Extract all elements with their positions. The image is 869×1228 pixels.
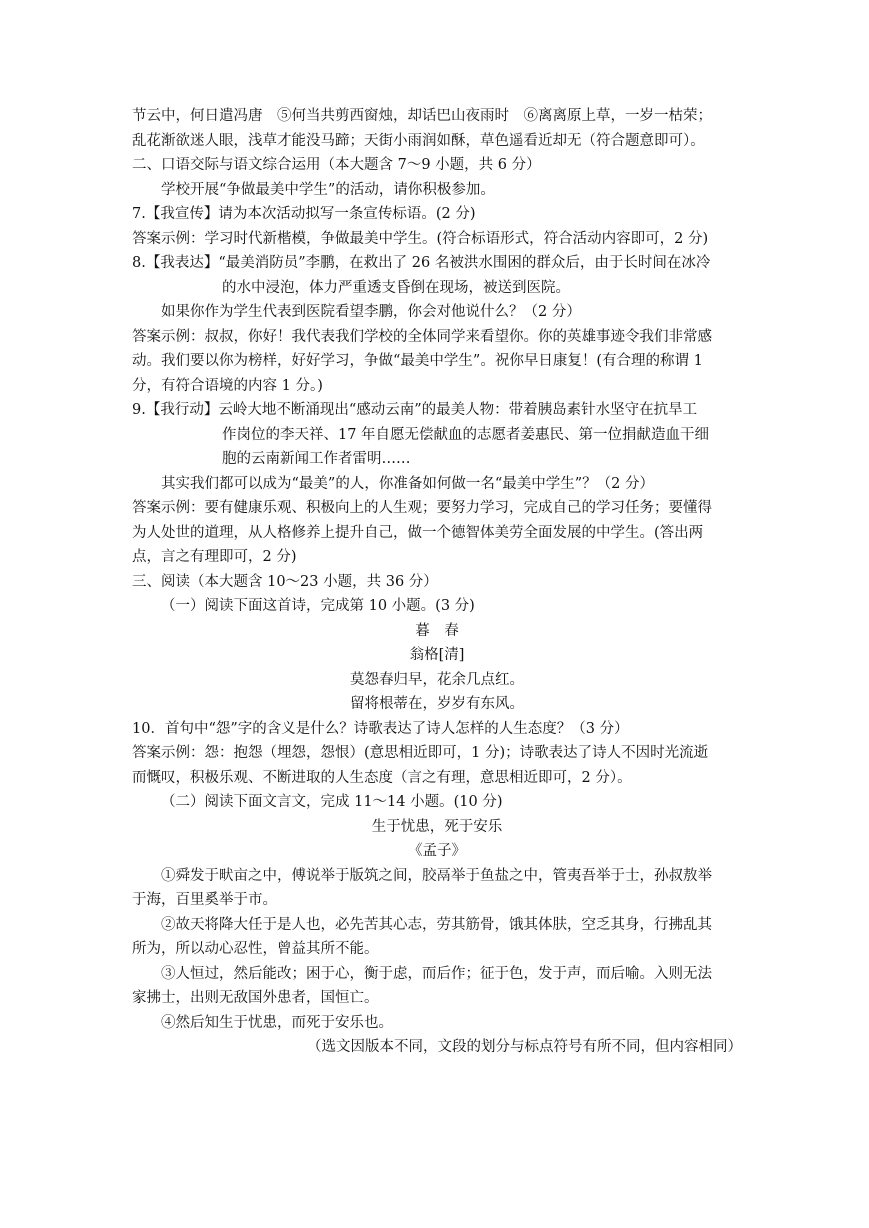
poem-author: 翁格[清] — [409, 647, 465, 663]
essay-paragraph: ①舜发于畎亩之中，傅说举于版筑之间，胶鬲举于鱼盐之中，管夷吾举于士，孙叔敖举 — [161, 867, 712, 884]
text-line: 学校开展“争做最美中学生”的活动，请你积极参加。 — [161, 181, 495, 198]
question-8-prompt: 如果你作为学生代表到医院看望李鹏，你会对他说什么？（2 分） — [161, 304, 581, 320]
section-heading: 三、阅读（本大题含 10～23 小题，共 36 分） — [132, 573, 438, 590]
essay-source: 《孟子》 — [408, 843, 466, 859]
subsection-heading: （一）阅读下面这首诗，完成第 10 小题。(3 分) — [161, 598, 475, 614]
essay-title: 生于忧患，死于安乐 — [371, 818, 503, 835]
document-body — [132, 104, 742, 1060]
answer-9: 答案示例：要有健康乐观、积极向上的人生观；要努力学习，完成自己的学习任务；要懂得 — [132, 500, 712, 516]
answer-8-continued: 分，有符合语境的内容 1 分。) — [132, 377, 323, 394]
question-10: 10．首句中“怨”字的含义是什么？诗歌表达了诗人怎样的人生态度？（3 分） — [132, 720, 629, 737]
subsection-heading: （二）阅读下面文言文，完成 11～14 小题。(10 分) — [161, 794, 503, 810]
text-line: 节云中，何日遣冯唐 ⑤何当共剪西窗烛，却话巴山夜雨时 ⑥离离原上草，一岁一枯荣； — [132, 108, 712, 124]
question-9-continued: 胞的云南新闻工作者雷明…… — [222, 451, 411, 467]
question-9: 9.【我行动】云岭大地不断涌现出“感动云南”的最美人物：带着胰岛素针水坚守在抗旱工 — [132, 402, 698, 418]
question-9-continued: 作岗位的李天祥、17 年自愿无偿献血的志愿者姜惠民、第一位捐献造血干细 — [222, 426, 710, 443]
poem-title: 暮 春 — [415, 622, 459, 639]
essay-paragraph-continued: 于海，百里奚举于市。 — [132, 892, 277, 908]
answer-10: 答案示例：怨：抱怨（埋怨，怨恨）(意思相近即可，1 分)；诗歌表达了诗人不因时光流逝 — [132, 745, 709, 761]
essay-paragraph: ③人恒过，然后能改；困于心，衡于虑，而后作；征于色，发于声，而后喻。入则无法 — [161, 965, 712, 982]
essay-paragraph-continued: 所为，所以动心忍性，曾益其所不能。 — [132, 941, 379, 957]
question-8: 8.【我表达】“最美消防员”李鹏，在救出了 26 名被洪水围困的群众后，由于长时间在冰冷 — [132, 255, 711, 271]
question-8-continued: 的水中浸泡，体力严重透支昏倒在现场，被送到医院。 — [222, 279, 570, 296]
essay-paragraph: ④然后知生于忧患，而死于安乐也。 — [161, 1014, 393, 1031]
section-heading: 二、口语交际与语文综合运用（本大题含 7～9 小题，共 6 分） — [132, 157, 541, 173]
question-7: 7.【我宣传】请为本次活动拟写一条宣传标语。(2 分) — [132, 206, 476, 222]
essay-note: （选文因版本不同，文段的划分与标点符号有所不同，但内容相同） — [307, 1039, 742, 1055]
question-9-prompt: 其实我们都可以成为“最美”的人，你准备如何做一名“最美中学生”？（2 分） — [161, 475, 654, 492]
essay-paragraph-continued: 家拂士，出则无敌国外患者，国恒亡。 — [132, 990, 379, 1006]
text-line: 乱花渐欲迷人眼，浅草才能没马蹄；天街小雨润如酥，草色遥看近却无（符合题意即可）。 — [132, 132, 705, 149]
answer-10-continued: 而慨叹，积极乐观、不断进取的人生态度（言之有理，意思相近即可，2 分）。 — [132, 769, 632, 786]
essay-paragraph: ②故天将降大任于是人也，必先苦其心志，劳其筋骨，饿其体肤，空乏其身，行拂乱其 — [161, 916, 712, 933]
poem-line: 莫怨春归早，花余几点红。 — [350, 671, 524, 688]
answer-8-continued: 动。我们要以你为榜样，好好学习，争做“最美中学生”。祝你早日康复！(有合理的称谓 1 — [132, 353, 703, 369]
answer-9-continued: 为人处世的道理，从人格修养上提升自己，做一个德智体美劳全面发展的中学生。(答出两 — [132, 524, 704, 541]
answer-7: 答案示例：学习时代新楷模，争做最美中学生。(符合标语形式，符合活动内容即可，2 分) — [132, 230, 709, 247]
poem-line: 留将根蒂在，岁岁有东风。 — [350, 696, 524, 712]
answer-8: 答案示例：叔叔，你好！我代表我们学校的全体同学来看望你。你的英雄事迹令我们非常感 — [132, 328, 712, 345]
answer-9-continued: 点，言之有理即可，2 分) — [132, 549, 297, 565]
